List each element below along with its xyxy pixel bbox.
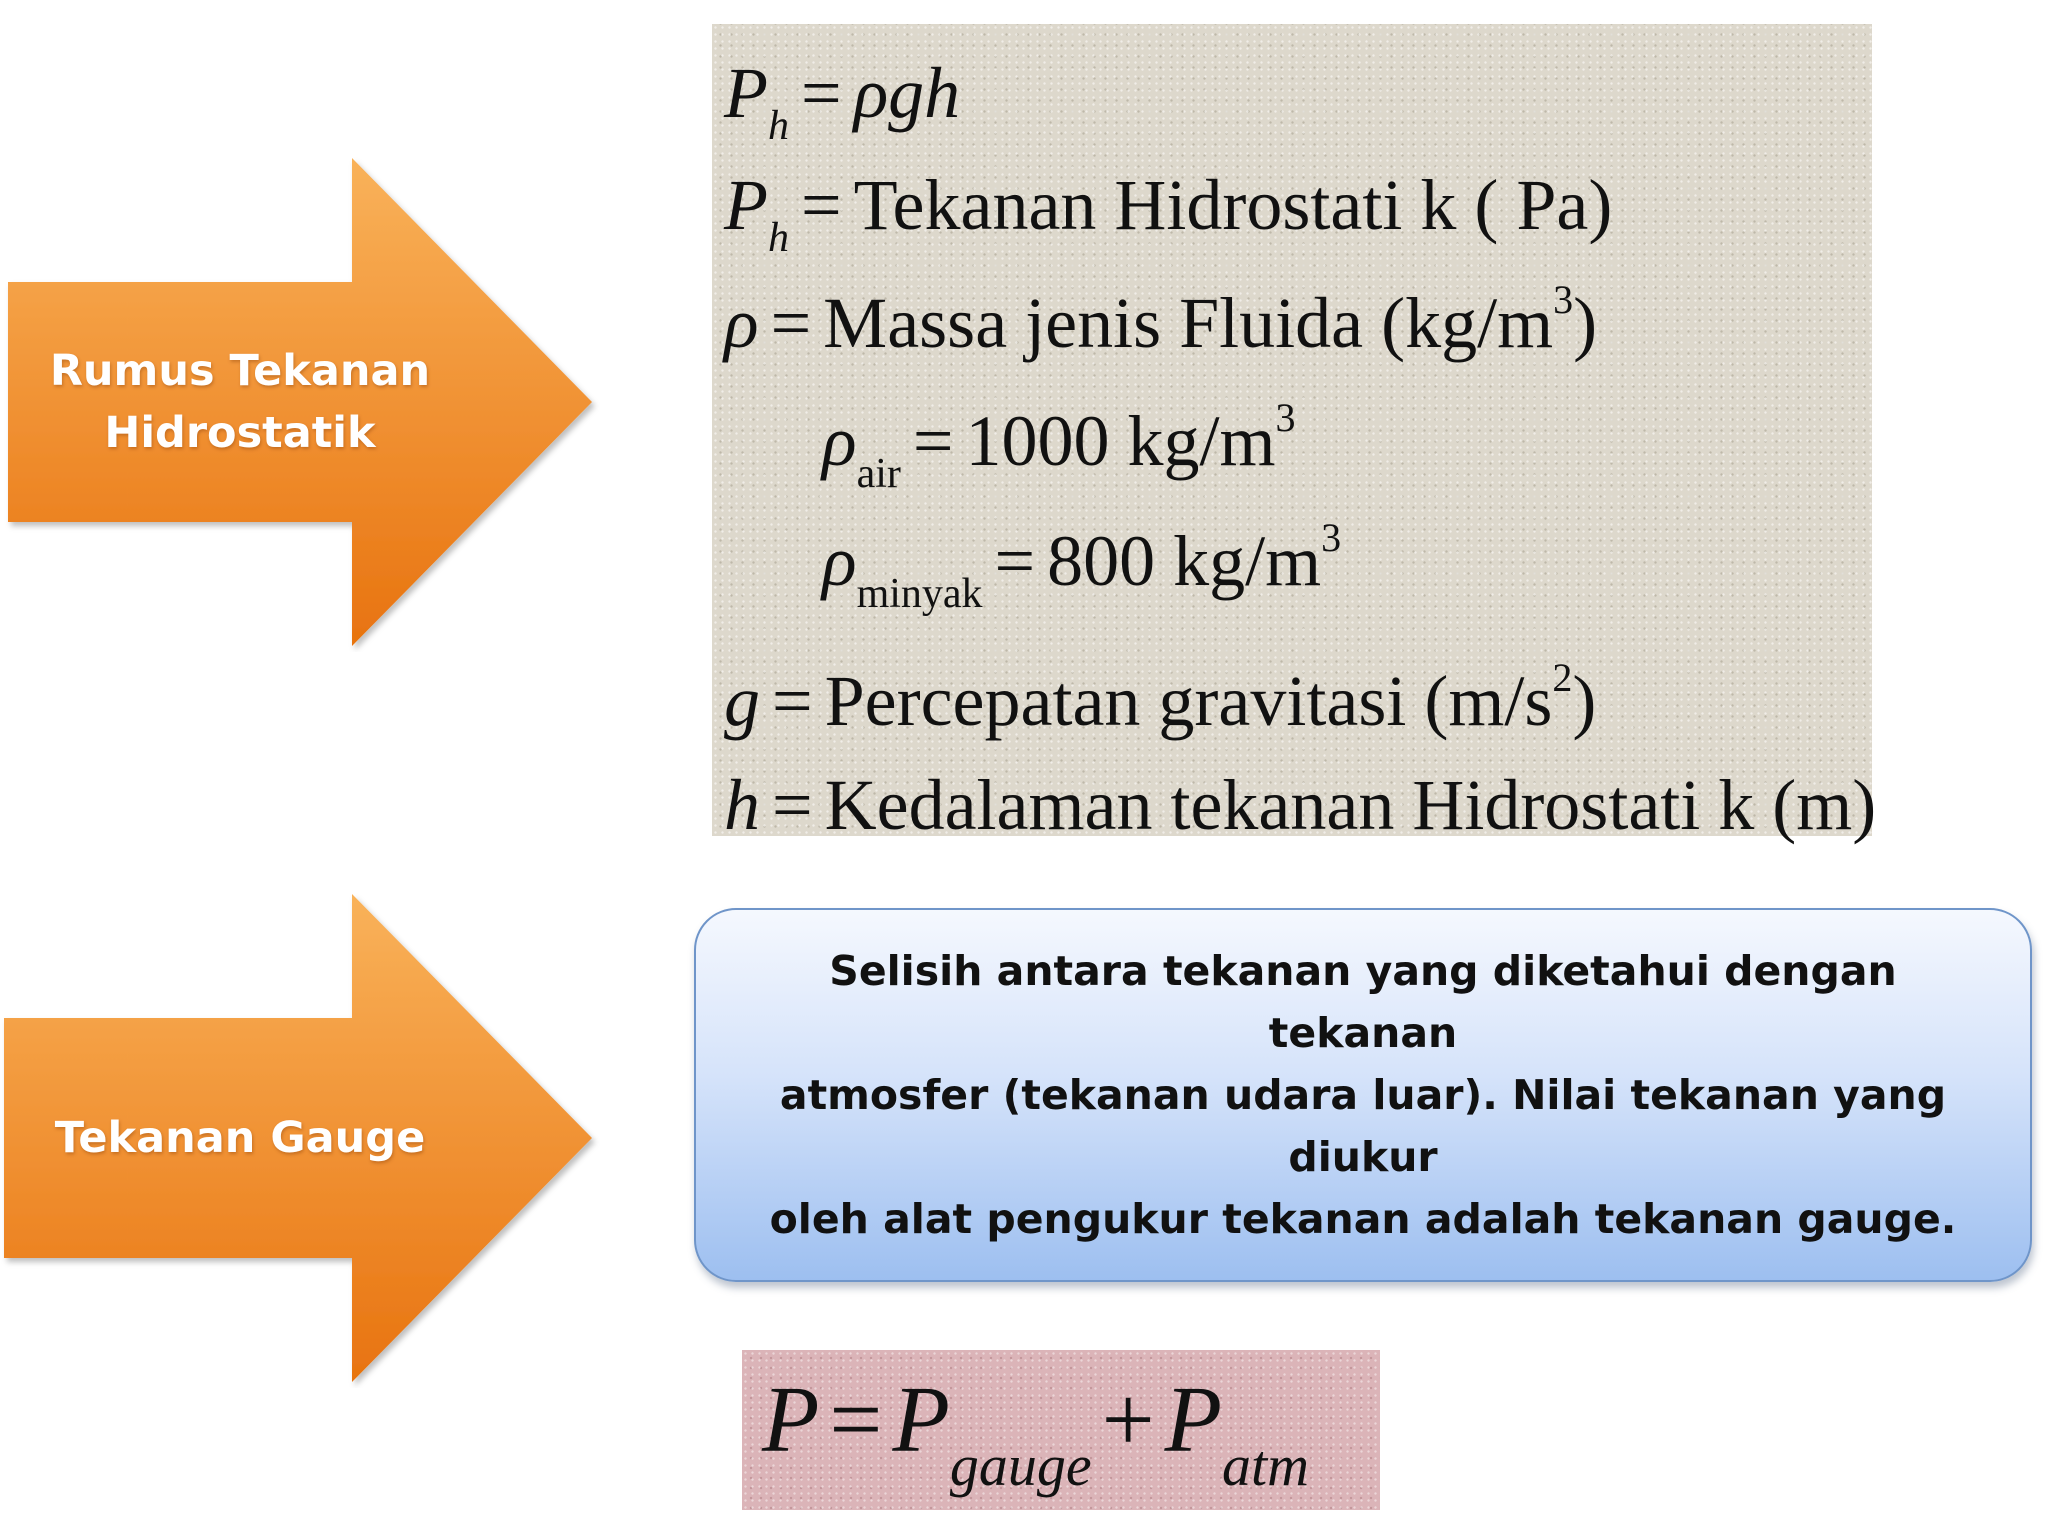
superscript: 3: [1321, 515, 1342, 560]
equals-sign: =: [772, 765, 813, 845]
symbol-p: P: [724, 165, 768, 245]
gauge-formula-expression: [762, 1366, 1310, 1498]
equals-sign: =: [800, 53, 842, 133]
definition-rho: [724, 277, 1598, 365]
subscript-h: h: [767, 215, 789, 261]
rhs-rho-g-h: ρgh: [853, 53, 961, 133]
symbol-rho: ρ: [822, 401, 857, 481]
symbol-h: h: [724, 765, 760, 845]
symbol-p-atm: P: [1164, 1368, 1223, 1472]
superscript: 3: [1275, 395, 1296, 440]
arrow-label-line1: Rumus Tekanan: [49, 346, 431, 396]
equals-sign: =: [912, 401, 954, 481]
closing-paren: ): [1573, 283, 1598, 363]
description-line1: Selisih antara tekanan yang diketahui dengan tekanan: [829, 947, 1897, 1057]
definition-text: Kedalaman tekanan Hidrostati k (m): [824, 765, 1877, 845]
symbol-p-gauge: P: [892, 1368, 950, 1472]
subscript-air: air: [856, 451, 901, 497]
superscript: 3: [1553, 277, 1574, 322]
closing-paren: ): [1572, 661, 1597, 741]
formula-ph-equals-rho-g-h: [724, 52, 961, 149]
gauge-description-box: [694, 908, 2032, 1282]
subscript-minyak: minyak: [856, 571, 983, 617]
gauge-description-text: [736, 940, 1990, 1250]
definition-ph: [724, 164, 1613, 261]
hydrostatic-formula-panel: [712, 24, 1877, 845]
plus-sign: +: [1101, 1368, 1155, 1472]
subscript-atm: atm: [1222, 1433, 1310, 1498]
equals-sign: =: [770, 283, 812, 363]
symbol-p: P: [724, 53, 768, 133]
arrow-label: [20, 888, 460, 1388]
arrow-label-line2: Hidrostatik: [104, 408, 376, 458]
subscript-h: h: [767, 103, 789, 149]
gauge-pressure-formula: [742, 1350, 1380, 1510]
description-line3: oleh alat pengukur tekanan adalah tekanan gauge.: [769, 1195, 1957, 1243]
value-text: 800 kg/m: [1047, 521, 1322, 601]
description-line2: atmosfer (tekanan udara luar). Nilai tekanan yang diukur: [779, 1071, 1947, 1181]
definition-h: [724, 764, 1876, 847]
definition-text: Percepatan gravitasi (m/s: [824, 661, 1553, 741]
equals-sign: =: [994, 521, 1036, 601]
arrow-rumus-tekanan-hidrostatik: [0, 152, 600, 652]
superscript: 2: [1552, 655, 1573, 700]
arrow-label-line1: Tekanan Gauge: [54, 1113, 426, 1163]
subscript-gauge: gauge: [949, 1433, 1092, 1498]
equals-sign: =: [800, 165, 842, 245]
symbol-rho: ρ: [724, 283, 759, 363]
value-text: 1000 kg/m: [965, 401, 1276, 481]
symbol-p: P: [762, 1368, 820, 1472]
definition-g: [724, 655, 1597, 743]
arrow-label: [20, 152, 460, 652]
symbol-g: g: [724, 661, 760, 741]
density-air: [822, 395, 1296, 497]
density-minyak: [822, 515, 1342, 617]
equals-sign: =: [772, 661, 813, 741]
arrow-tekanan-gauge: [0, 888, 600, 1388]
equals-sign: =: [829, 1368, 883, 1472]
definition-text: Massa jenis Fluida (kg/m: [823, 283, 1554, 363]
symbol-rho: ρ: [822, 521, 857, 601]
definition-text: Tekanan Hidrostati k ( Pa): [853, 165, 1613, 245]
